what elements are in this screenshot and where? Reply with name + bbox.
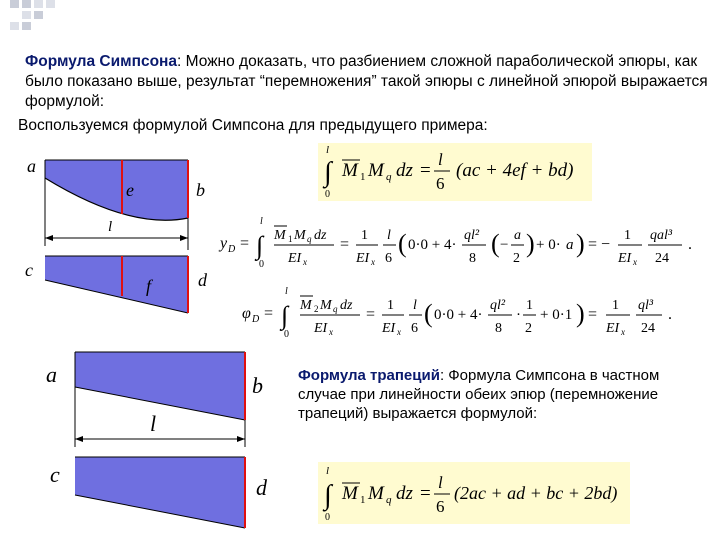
label-c-bottom: c xyxy=(50,462,60,487)
svg-text:1: 1 xyxy=(624,228,631,243)
svg-text:): ) xyxy=(576,229,585,258)
svg-text:1: 1 xyxy=(612,298,619,313)
svg-text:EI: EI xyxy=(288,251,302,266)
svg-text:x: x xyxy=(397,327,401,337)
svg-text:1: 1 xyxy=(387,298,394,313)
svg-text:.: . xyxy=(688,236,692,253)
svg-text:24: 24 xyxy=(655,251,669,266)
svg-text:·: · xyxy=(516,307,521,323)
svg-text:dz: dz xyxy=(396,483,413,504)
svg-text:l: l xyxy=(285,286,288,297)
svg-text:∫: ∫ xyxy=(256,231,264,260)
svg-text:qal³: qal³ xyxy=(650,228,673,243)
svg-text:ql³: ql³ xyxy=(638,298,654,313)
svg-text:8: 8 xyxy=(469,251,476,266)
svg-text:ql²: ql² xyxy=(464,228,480,243)
svg-text:1: 1 xyxy=(361,228,368,243)
svg-text:dz: dz xyxy=(314,228,327,243)
trapezoid-text: : Формула Симпсона в частном случае при линейности обеих эпюр (перемножение трапеций) выражается формулой: xyxy=(298,367,660,422)
svg-text:ql²: ql² xyxy=(490,298,506,313)
svg-text:(: ( xyxy=(424,299,433,328)
svg-text:1: 1 xyxy=(526,298,533,313)
svg-text:6: 6 xyxy=(436,497,445,516)
phid-formula xyxy=(240,282,700,344)
parabolic-diagram xyxy=(25,150,225,325)
svg-text:dz: dz xyxy=(340,298,353,313)
label-d-bottom: d xyxy=(256,475,267,500)
svg-text:−: − xyxy=(500,237,509,253)
svg-text:EI: EI xyxy=(606,321,620,336)
svg-text:8: 8 xyxy=(495,321,502,336)
label-f: f xyxy=(146,276,152,296)
svg-text:2: 2 xyxy=(314,304,319,314)
svg-text:l: l xyxy=(326,144,330,156)
svg-text:M: M xyxy=(342,160,358,181)
label-b-top: b xyxy=(196,180,205,200)
svg-text:M: M xyxy=(368,160,384,181)
label-a-top: a xyxy=(27,156,36,176)
svg-text:1: 1 xyxy=(360,171,366,183)
svg-text:6: 6 xyxy=(436,174,445,193)
svg-text:+ 0·1: + 0·1 xyxy=(540,307,573,323)
svg-text:=: = xyxy=(588,306,598,323)
svg-text:x: x xyxy=(371,257,375,267)
svg-text:=: = xyxy=(366,306,376,323)
svg-text:(2ac + ad + bc + 2bd): (2ac + ad + bc + 2bd) xyxy=(454,483,618,503)
svg-text:∫: ∫ xyxy=(324,157,332,188)
svg-text:M: M xyxy=(294,228,306,243)
svg-text:(ac + 4ef + bd): (ac + 4ef + bd) xyxy=(456,160,574,181)
svg-text:∫: ∫ xyxy=(281,301,289,330)
svg-text:6: 6 xyxy=(385,251,392,266)
svg-text:1: 1 xyxy=(360,494,366,506)
svg-text:l: l xyxy=(438,150,443,169)
trapezoid-paragraph xyxy=(298,366,678,423)
svg-text:0·0 + 4·: 0·0 + 4· xyxy=(408,237,457,253)
svg-text:0: 0 xyxy=(259,259,264,270)
svg-text:(: ( xyxy=(398,229,407,258)
yd-formula xyxy=(218,212,713,272)
svg-text:x: x xyxy=(633,257,637,267)
svg-text:M: M xyxy=(368,483,384,504)
trapezoid-formula xyxy=(318,462,630,524)
svg-text:=: = xyxy=(420,483,431,504)
trapezoid-diagram xyxy=(60,345,260,535)
intro-paragraph xyxy=(25,52,715,112)
svg-text:x: x xyxy=(621,327,625,337)
svg-text:a: a xyxy=(566,237,574,253)
svg-text:EI: EI xyxy=(382,321,396,336)
svg-text:M: M xyxy=(342,483,358,504)
svg-text:EI: EI xyxy=(356,251,370,266)
svg-text:+ 0·: + 0· xyxy=(536,237,561,253)
label-c-top: c xyxy=(25,260,33,280)
svg-text:0: 0 xyxy=(325,512,330,523)
svg-text:=: = xyxy=(340,236,350,253)
simpson-formula xyxy=(318,143,592,201)
svg-text:D: D xyxy=(252,314,260,325)
svg-text:D: D xyxy=(228,244,236,255)
svg-text:dz: dz xyxy=(396,160,413,181)
svg-text:0: 0 xyxy=(284,329,289,340)
label-b-bottom: b xyxy=(252,373,263,398)
svg-text:M: M xyxy=(274,228,286,243)
intro-text: : Можно доказать, что разбиением сложной параболической эпюры, как было показано выше, результат “перемножения” такой эпюры с линейной эпюрой выражается формулой: xyxy=(25,53,708,110)
decorative-squares xyxy=(0,0,60,32)
svg-text:0·0 + 4·: 0·0 + 4· xyxy=(434,307,483,323)
svg-text:M: M xyxy=(320,298,332,313)
svg-text:l: l xyxy=(387,228,391,243)
svg-text:6: 6 xyxy=(411,321,418,336)
svg-text:l: l xyxy=(413,298,417,313)
svg-text:l: l xyxy=(326,465,330,477)
svg-text:φ: φ xyxy=(242,305,251,322)
svg-text:EI: EI xyxy=(618,251,632,266)
svg-text:2: 2 xyxy=(525,321,532,336)
label-a-bottom: a xyxy=(46,362,57,387)
svg-text:): ) xyxy=(526,229,535,258)
svg-text:.: . xyxy=(668,306,672,323)
svg-text:∫: ∫ xyxy=(324,480,332,511)
svg-text:x: x xyxy=(329,327,333,337)
svg-text:=: = xyxy=(240,235,250,252)
svg-text:(: ( xyxy=(491,229,500,258)
intro-title: Формула Симпсона xyxy=(25,53,178,70)
svg-text:M: M xyxy=(300,298,312,313)
svg-text:=: = xyxy=(264,305,274,322)
svg-text:): ) xyxy=(576,299,585,328)
svg-text:=: = xyxy=(420,160,431,181)
svg-text:0: 0 xyxy=(325,189,330,200)
svg-text:q: q xyxy=(307,234,312,244)
svg-text:= −: = − xyxy=(588,236,611,253)
svg-text:q: q xyxy=(386,494,392,506)
label-d-top: d xyxy=(198,270,207,290)
svg-text:24: 24 xyxy=(641,321,655,336)
svg-text:q: q xyxy=(386,171,392,183)
intro-line2: Воспользуемся формулой Симпсона для предыдущего примера: xyxy=(18,117,488,134)
trapezoid-title: Формула трапеций xyxy=(298,367,440,384)
svg-text:1: 1 xyxy=(288,234,293,244)
svg-text:l: l xyxy=(260,216,263,227)
label-e: e xyxy=(126,180,134,200)
svg-text:2: 2 xyxy=(513,251,520,266)
svg-text:EI: EI xyxy=(314,321,328,336)
svg-text:y: y xyxy=(220,235,228,252)
label-l-bottom: l xyxy=(150,411,157,436)
svg-text:q: q xyxy=(333,304,338,314)
svg-text:x: x xyxy=(303,257,307,267)
label-l-top: l xyxy=(108,219,113,235)
svg-text:a: a xyxy=(514,228,521,243)
svg-text:l: l xyxy=(438,473,443,492)
